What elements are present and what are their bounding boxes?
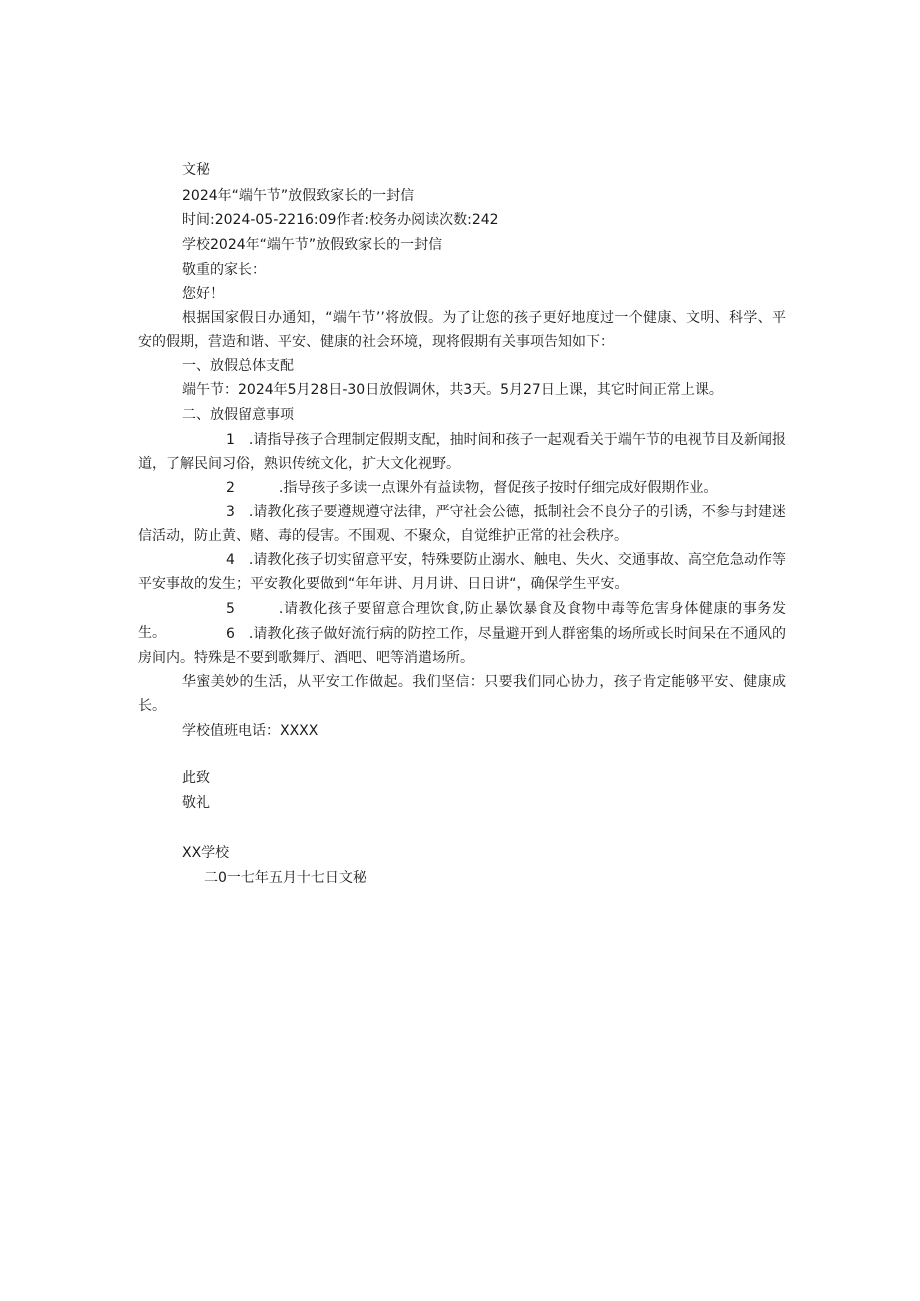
list-item: 5 .请教化孩子要留意合理饮食,防止暴饮暴食及食物中毒等危害身体健康的事务发生。 — [138, 601, 786, 641]
list-item: 2 .指导孩子多读一点课外有益读物，督促孩子按时仔细完成好假期作业。 — [226, 480, 718, 496]
article-title: 2024年“端午节”放假致家长的一封信 — [182, 188, 415, 204]
section-1-body: 端午节：2024年5月28日-30日放假调休，共3天。5月27日上课，其它时间正常上课。 — [182, 382, 723, 398]
closing-paragraph: 华蜜美妙的生活，从平安工作做起。我们坚信：只要我们同心协力，孩子肯定能够平安、健康成长。 — [138, 674, 786, 714]
category-label: 文秘 — [182, 162, 210, 178]
regards-line-2: 敬礼 — [182, 795, 210, 811]
article-meta: 时间:2024-05-2216:09作者:校务办阅读次数:242 — [182, 212, 499, 228]
section-1-heading: 一、放假总体支配 — [182, 358, 294, 374]
letter-date: 二0一七年五月十七日文秘 — [204, 870, 367, 886]
letter-greeting: 您好！ — [182, 286, 224, 302]
signature: XX学校 — [182, 845, 230, 861]
list-item: 4 .请教化孩子切实留意平安，特殊要防止溺水、触电、失火、交通事故、高空危急动作等平安事故的发生；平安教化要做到“年年讲、月月讲、日日讲“，确保学生平安。 — [138, 552, 786, 592]
list-item: 6 .请教化孩子做好流行病的防控工作，尽量避开到人群密集的场所或长时间呆在不通风的房间内。特殊是不要到歌舞厅、酒吧、吧等消遣场所。 — [138, 626, 786, 666]
list-item: 3 .请教化孩子要遵规遵守法律，严守社会公德，抵制社会不良分子的引诱，不参与封建迷信活动，防止黄、赌、毒的侵害。不围观、不聚众，自觉维护正常的社会秩序。 — [138, 504, 786, 544]
intro-paragraph: 根据国家假日办通知，“端午节’’将放假。为了让您的孩子更好地度过一个健康、文明、科学、平安的假期，营造和谐、平安、健康的社会环境，现将假期有关事项告知如下： — [138, 310, 786, 350]
letter-title: 学校2024年“端午节”放假致家长的一封信 — [182, 237, 443, 253]
list-item: 1 .请指导孩子合理制定假期支配，抽时间和孩子一起观看关于端午节的电视节目及新闻报道，了解民间习俗，熟识传统文化，扩大文化视野。 — [138, 432, 786, 472]
duty-phone: 学校值班电话：XXXX — [182, 723, 319, 739]
section-2-heading: 二、放假留意事项 — [182, 407, 294, 423]
letter-salutation: 敬重的家长： — [182, 262, 266, 278]
regards-line-1: 此致 — [182, 770, 210, 786]
